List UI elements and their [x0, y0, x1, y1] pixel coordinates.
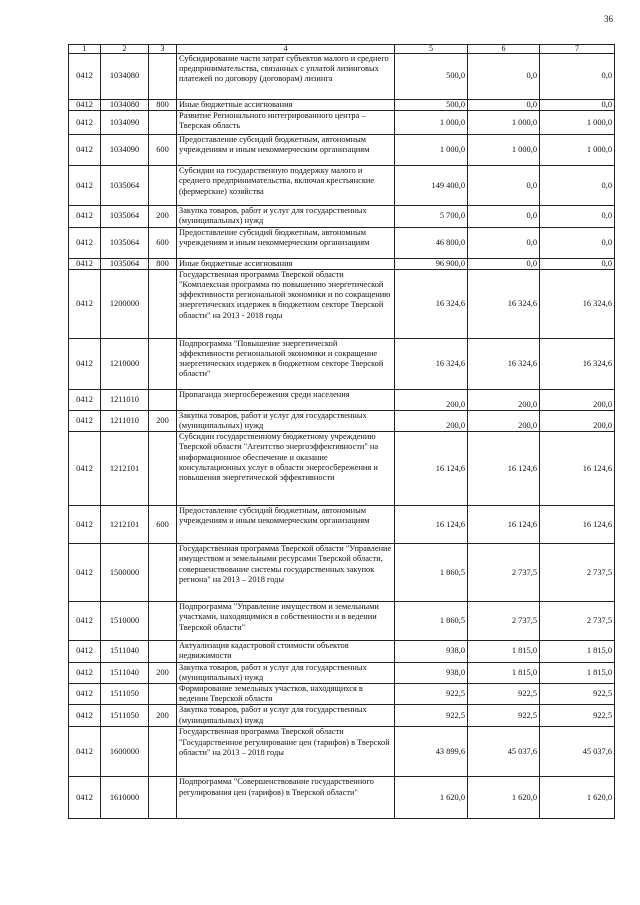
target-article-cell: 1510000: [101, 602, 149, 641]
amount-col6-cell: 2 737,5: [468, 602, 540, 641]
amount-col7-cell: 1 815,0: [540, 662, 615, 683]
amount-col5-cell: 46 800,0: [395, 227, 468, 258]
target-article-cell: 1212101: [101, 432, 149, 506]
page-number: 36: [604, 14, 613, 24]
table-row: [69, 410, 615, 431]
amount-col7-cell: 1 815,0: [540, 641, 615, 662]
amount-col5-cell: 938,0: [395, 662, 468, 683]
target-article-cell: 1200000: [101, 269, 149, 338]
table-row: [69, 544, 615, 602]
table-row: [69, 432, 615, 506]
description-cell: Иные бюджетные ассигнования: [177, 100, 395, 111]
amount-col5-cell: 1 000,0: [395, 111, 468, 135]
amount-col5-cell: 200,0: [395, 389, 468, 410]
description-cell: Закупка товаров, работ и услуг для государственных (муниципальных) нужд: [177, 705, 395, 727]
section-code-cell: 0412: [69, 389, 101, 410]
table-row: [69, 641, 615, 662]
description-cell: Иные бюджетные ассигнования: [177, 258, 395, 269]
amount-col6-cell: 1 815,0: [468, 641, 540, 662]
amount-col7-cell: 922,5: [540, 705, 615, 727]
target-article-cell: 1035064: [101, 258, 149, 269]
amount-col5-cell: 500,0: [395, 54, 468, 100]
description-cell: Государственная программа Тверской области "Комплексная программа по повышению энергетической эффективности региональной экономики и по сокращению энергетических издержек в бюджетном секторе Тверской области" на 2013 - 2018 годы: [177, 269, 395, 338]
target-article-cell: 1500000: [101, 544, 149, 602]
amount-col5-cell: 1 860,5: [395, 602, 468, 641]
expense-type-cell: [149, 602, 177, 641]
amount-col6-cell: 0,0: [468, 206, 540, 227]
amount-col5-cell: 1 620,0: [395, 777, 468, 819]
expense-type-cell: 600: [149, 135, 177, 166]
table-row: [69, 100, 615, 111]
description-cell: Субсидирование части затрат субъектов малого и среднего предпринимательства, связанных с уплатой лизинговых платежей по договору (договорам) лизинга: [177, 54, 395, 100]
amount-col7-cell: 2 737,5: [540, 602, 615, 641]
description-cell: Субсидии на государственную поддержку малого и среднего предпринимательства, включая крестьянские (фермерские) хозяйства: [177, 166, 395, 206]
table-row: [69, 662, 615, 683]
target-article-cell: 1211010: [101, 410, 149, 431]
header-cell: 7: [540, 45, 615, 54]
expense-type-cell: [149, 269, 177, 338]
target-article-cell: 1034080: [101, 54, 149, 100]
amount-col6-cell: 1 620,0: [468, 777, 540, 819]
amount-col7-cell: 0,0: [540, 166, 615, 206]
target-article-cell: 1511050: [101, 705, 149, 727]
amount-col6-cell: 0,0: [468, 100, 540, 111]
amount-col6-cell: 16 124,6: [468, 506, 540, 544]
expense-type-cell: [149, 389, 177, 410]
amount-col7-cell: 16 324,6: [540, 269, 615, 338]
amount-col7-cell: 2 737,5: [540, 544, 615, 602]
target-article-cell: 1511040: [101, 662, 149, 683]
section-code-cell: 0412: [69, 258, 101, 269]
expense-type-cell: [149, 166, 177, 206]
description-cell: Актуализация кадастровой стоимости объектов недвижимости: [177, 641, 395, 662]
expense-type-cell: [149, 432, 177, 506]
description-cell: Государственная программа Тверской области "Управление имуществом и земельными ресурсами Тверской области, совершенствование системы государственных закупок региона" на 2013 – 2018 годы: [177, 544, 395, 602]
amount-col6-cell: 1 815,0: [468, 662, 540, 683]
target-article-cell: 1511040: [101, 641, 149, 662]
header-cell: 2: [101, 45, 149, 54]
amount-col5-cell: 43 899,6: [395, 727, 468, 777]
budget-table: [68, 44, 615, 819]
amount-col5-cell: 96 900,0: [395, 258, 468, 269]
section-code-cell: 0412: [69, 684, 101, 705]
description-cell: Подпрограмма "Управление имуществом и земельными участками, находящимися в собственности и в ведении Тверской области": [177, 602, 395, 641]
amount-col6-cell: 0,0: [468, 166, 540, 206]
table-row: [69, 727, 615, 777]
amount-col7-cell: 200,0: [540, 389, 615, 410]
amount-col5-cell: 16 324,6: [395, 269, 468, 338]
description-cell: Подпрограмма "Повышение энергетической эффективности региональной экономики и сокращение энергетических издержек в бюджетном секторе Тверской области": [177, 338, 395, 389]
amount-col7-cell: 16 124,6: [540, 506, 615, 544]
section-code-cell: 0412: [69, 111, 101, 135]
description-cell: Закупка товаров, работ и услуг для государственных (муниципальных) нужд: [177, 206, 395, 227]
amount-col5-cell: 16 324,6: [395, 338, 468, 389]
expense-type-cell: [149, 684, 177, 705]
amount-col5-cell: 500,0: [395, 100, 468, 111]
table-row: [69, 258, 615, 269]
target-article-cell: 1211010: [101, 389, 149, 410]
expense-type-cell: 200: [149, 206, 177, 227]
amount-col7-cell: 922,5: [540, 684, 615, 705]
expense-type-cell: 200: [149, 410, 177, 431]
section-code-cell: 0412: [69, 432, 101, 506]
amount-col7-cell: 200,0: [540, 410, 615, 431]
section-code-cell: 0412: [69, 135, 101, 166]
target-article-cell: 1600000: [101, 727, 149, 777]
amount-col6-cell: 0,0: [468, 54, 540, 100]
table-row: [69, 54, 615, 100]
table-row: [69, 135, 615, 166]
section-code-cell: 0412: [69, 727, 101, 777]
amount-col6-cell: 922,5: [468, 684, 540, 705]
header-cell: 5: [395, 45, 468, 54]
description-cell: Государственная программа Тверской области "Государственное регулирование цен (тарифов) в Тверской области" на 2013 – 2018 годы: [177, 727, 395, 777]
section-code-cell: 0412: [69, 662, 101, 683]
expense-type-cell: [149, 544, 177, 602]
amount-col5-cell: 938,0: [395, 641, 468, 662]
target-article-cell: 1034090: [101, 111, 149, 135]
description-cell: Предоставление субсидий бюджетным, автономным учреждениям и иным некоммерческим организациям: [177, 227, 395, 258]
table-row: [69, 506, 615, 544]
amount-col7-cell: 0,0: [540, 206, 615, 227]
amount-col6-cell: 922,5: [468, 705, 540, 727]
section-code-cell: 0412: [69, 641, 101, 662]
section-code-cell: 0412: [69, 544, 101, 602]
target-article-cell: 1610000: [101, 777, 149, 819]
amount-col6-cell: 16 324,6: [468, 269, 540, 338]
section-code-cell: 0412: [69, 338, 101, 389]
amount-col6-cell: 16 124,6: [468, 432, 540, 506]
header-row: [69, 45, 615, 54]
amount-col5-cell: 16 124,6: [395, 506, 468, 544]
header-cell: 3: [149, 45, 177, 54]
amount-col5-cell: 922,5: [395, 705, 468, 727]
table-row: [69, 227, 615, 258]
amount-col7-cell: 16 324,6: [540, 338, 615, 389]
expense-type-cell: 200: [149, 662, 177, 683]
expense-type-cell: [149, 338, 177, 389]
target-article-cell: 1035064: [101, 166, 149, 206]
table-row: [69, 338, 615, 389]
description-cell: Закупка товаров, работ и услуг для государственных (муниципальных) нужд: [177, 410, 395, 431]
table-row: [69, 389, 615, 410]
amount-col6-cell: 1 000,0: [468, 111, 540, 135]
section-code-cell: 0412: [69, 100, 101, 111]
description-cell: Пропаганда энергосбережения среди населения: [177, 389, 395, 410]
target-article-cell: 1034080: [101, 100, 149, 111]
target-article-cell: 1034090: [101, 135, 149, 166]
expense-type-cell: [149, 777, 177, 819]
description-cell: Предоставление субсидий бюджетным, автономным учреждениям и иным некоммерческим организациям: [177, 135, 395, 166]
amount-col7-cell: 45 037,6: [540, 727, 615, 777]
description-cell: Субсидии государственному бюджетному учреждению Тверской области "Агентство энергоэффективности" на информационное обеспечение и оказание консультационных услуг в области энергосбережения и повышения энергетической эффективности: [177, 432, 395, 506]
amount-col5-cell: 200,0: [395, 410, 468, 431]
table-row: [69, 602, 615, 641]
section-code-cell: 0412: [69, 777, 101, 819]
expense-type-cell: 800: [149, 258, 177, 269]
amount-col6-cell: 2 737,5: [468, 544, 540, 602]
table-row: [69, 269, 615, 338]
amount-col7-cell: 16 124,6: [540, 432, 615, 506]
section-code-cell: 0412: [69, 506, 101, 544]
expense-type-cell: [149, 641, 177, 662]
description-cell: Предоставление субсидий бюджетным, автономным учреждениям и иным некоммерческим организациям: [177, 506, 395, 544]
amount-col5-cell: 1 000,0: [395, 135, 468, 166]
target-article-cell: 1210000: [101, 338, 149, 389]
section-code-cell: 0412: [69, 227, 101, 258]
amount-col7-cell: 0,0: [540, 227, 615, 258]
amount-col5-cell: 5 700,0: [395, 206, 468, 227]
amount-col6-cell: 200,0: [468, 389, 540, 410]
table-row: [69, 684, 615, 705]
expense-type-cell: [149, 111, 177, 135]
amount-col6-cell: 0,0: [468, 258, 540, 269]
amount-col5-cell: 922,5: [395, 684, 468, 705]
amount-col7-cell: 0,0: [540, 100, 615, 111]
amount-col5-cell: 16 124,6: [395, 432, 468, 506]
section-code-cell: 0412: [69, 166, 101, 206]
amount-col7-cell: 1 000,0: [540, 111, 615, 135]
table-row: [69, 705, 615, 727]
amount-col7-cell: 0,0: [540, 54, 615, 100]
header-cell: 1: [69, 45, 101, 54]
description-cell: Развитие Регионального интегрированного центра – Тверская область: [177, 111, 395, 135]
amount-col7-cell: 1 620,0: [540, 777, 615, 819]
table-row: [69, 166, 615, 206]
section-code-cell: 0412: [69, 206, 101, 227]
header-cell: 4: [177, 45, 395, 54]
target-article-cell: 1511050: [101, 684, 149, 705]
target-article-cell: 1212101: [101, 506, 149, 544]
amount-col7-cell: 1 000,0: [540, 135, 615, 166]
amount-col6-cell: 200,0: [468, 410, 540, 431]
amount-col6-cell: 16 324,6: [468, 338, 540, 389]
amount-col5-cell: 149 400,0: [395, 166, 468, 206]
section-code-cell: 0412: [69, 410, 101, 431]
expense-type-cell: 800: [149, 100, 177, 111]
target-article-cell: 1035064: [101, 227, 149, 258]
section-code-cell: 0412: [69, 54, 101, 100]
target-article-cell: 1035064: [101, 206, 149, 227]
description-cell: Подпрограмма "Совершенствование государственного регулирования цен (тарифов) в Тверской области": [177, 777, 395, 819]
expense-type-cell: 600: [149, 227, 177, 258]
amount-col5-cell: 1 860,5: [395, 544, 468, 602]
description-cell: Закупка товаров, работ и услуг для государственных (муниципальных) нужд: [177, 662, 395, 683]
amount-col6-cell: 45 037,6: [468, 727, 540, 777]
amount-col6-cell: 0,0: [468, 227, 540, 258]
description-cell: Формирование земельных участков, находящихся в ведении Тверской области: [177, 684, 395, 705]
expense-type-cell: 200: [149, 705, 177, 727]
expense-type-cell: [149, 54, 177, 100]
amount-col7-cell: 0,0: [540, 258, 615, 269]
section-code-cell: 0412: [69, 602, 101, 641]
expense-type-cell: [149, 727, 177, 777]
header-cell: 6: [468, 45, 540, 54]
section-code-cell: 0412: [69, 705, 101, 727]
section-code-cell: 0412: [69, 269, 101, 338]
table-row: [69, 777, 615, 819]
table-row: [69, 206, 615, 227]
expense-type-cell: 600: [149, 506, 177, 544]
table-row: [69, 111, 615, 135]
amount-col6-cell: 1 000,0: [468, 135, 540, 166]
